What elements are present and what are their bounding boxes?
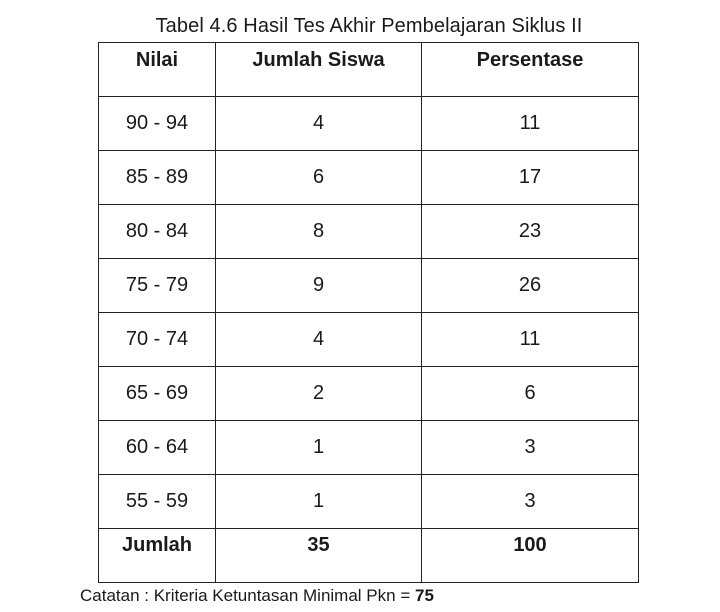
footnote [80,584,434,608]
cell-nilai: 65 - 69 [99,367,216,421]
cell-nilai: 80 - 84 [99,205,216,259]
cell-jumlah-siswa: 1 [216,475,422,529]
cell-persentase: 17 [422,151,639,205]
cell-jumlah-siswa: 9 [216,259,422,313]
total-label: Jumlah [99,529,216,583]
table-header-row [99,43,639,97]
cell-jumlah-siswa: 1 [216,421,422,475]
table-row [99,313,639,367]
table-caption: Tabel 4.6 Hasil Tes Akhir Pembelajaran Siklus II [155,15,583,37]
cell-jumlah-siswa: 8 [216,205,422,259]
table-row [99,97,639,151]
table-total-row [99,529,639,583]
table-row [99,205,639,259]
header-nilai: Nilai [99,43,216,97]
table-row [99,367,639,421]
cell-persentase: 6 [422,367,639,421]
cell-nilai: 60 - 64 [99,421,216,475]
cell-persentase: 11 [422,313,639,367]
cell-nilai: 90 - 94 [99,97,216,151]
cell-persentase: 3 [422,421,639,475]
footnote-text: Catatan : Kriteria Ketuntasan Minimal Pkn = [80,586,415,605]
total-jumlah-siswa: 35 [216,529,422,583]
table-row [99,475,639,529]
table-row [99,259,639,313]
cell-nilai: 85 - 89 [99,151,216,205]
cell-nilai: 70 - 74 [99,313,216,367]
cell-persentase: 23 [422,205,639,259]
table-row [99,151,639,205]
header-persentase: Persentase [422,43,639,97]
cell-persentase: 26 [422,259,639,313]
header-jumlah-siswa: Jumlah Siswa [216,43,422,97]
cell-nilai: 75 - 79 [99,259,216,313]
cell-jumlah-siswa: 4 [216,97,422,151]
cell-persentase: 11 [422,97,639,151]
table-row [99,421,639,475]
kkm-value: 75 [414,586,434,605]
cell-jumlah-siswa: 6 [216,151,422,205]
cell-persentase: 3 [422,475,639,529]
results-table [98,42,639,583]
cell-jumlah-siswa: 4 [216,313,422,367]
total-persentase: 100 [422,529,639,583]
cell-jumlah-siswa: 2 [216,367,422,421]
cell-nilai: 55 - 59 [99,475,216,529]
